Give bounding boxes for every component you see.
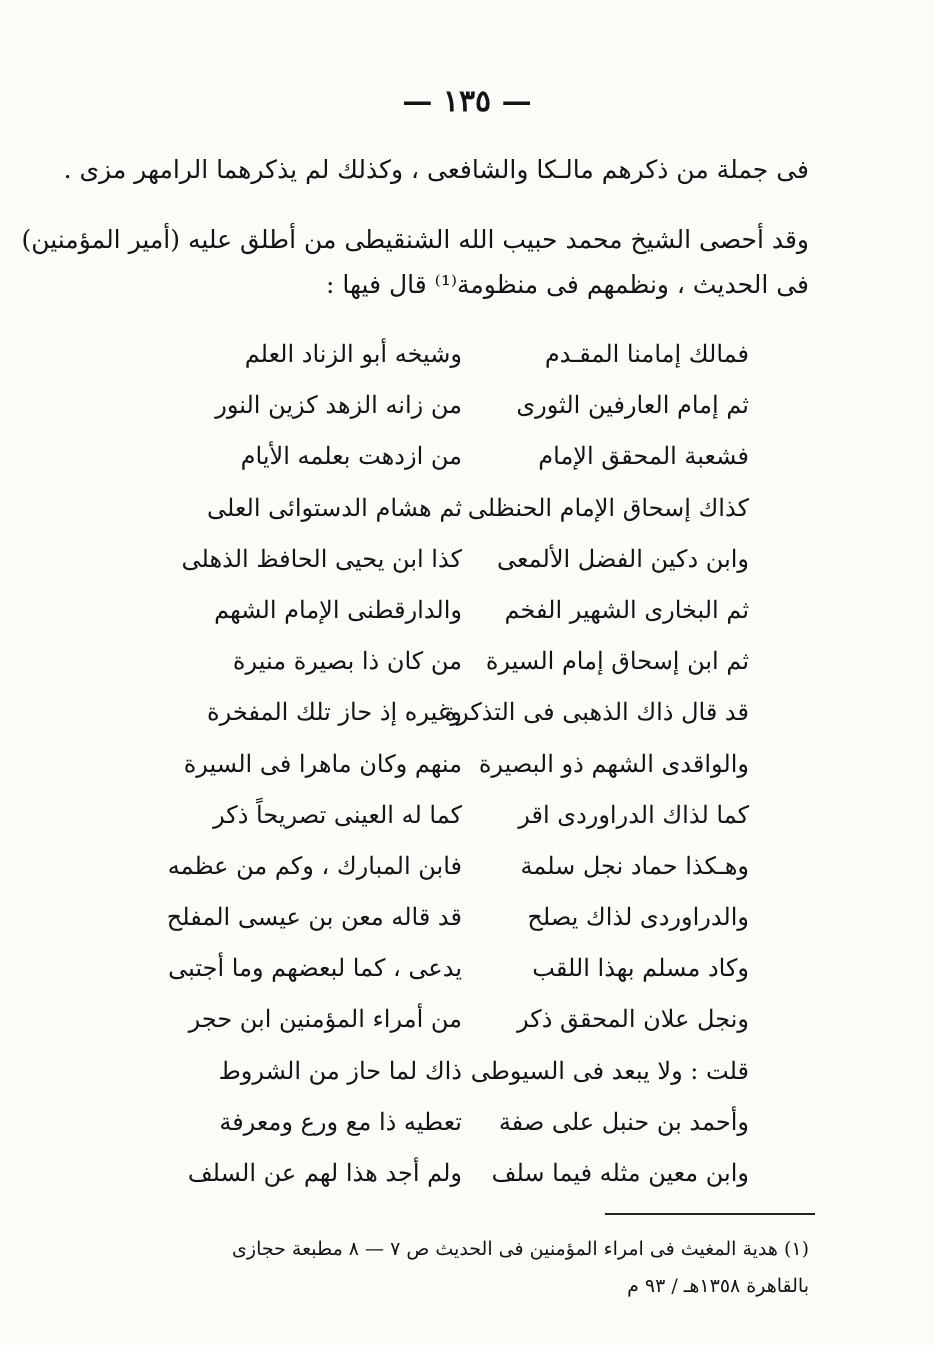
poem (0, 334, 934, 1204)
verse (0, 1051, 934, 1102)
verse (0, 539, 934, 590)
second-hemistich: من ازدهت بعلمه الأيام (240, 442, 462, 471)
verse (0, 334, 934, 385)
second-hemistich: قد قاله معن بن عيسى المفلح (166, 903, 462, 932)
second-hemistich: كذا ابن يحيى الحافظ الذهلى (181, 544, 462, 573)
second-hemistich: من أمراء المؤمنين ابن حجر (188, 1005, 462, 1034)
prose-line-3: فى الحديث ، ونظمهم فى منظومة⁽¹⁾ قال فيها : (326, 270, 809, 299)
first-hemistich: قلت : ولا يبعد فى السيوطى (470, 1056, 749, 1085)
second-hemistich: من زانه الزهد كزين النور (215, 391, 462, 420)
first-hemistich: وكاد مسلم بهذا اللقب (532, 954, 749, 983)
first-hemistich: وابن معين مثله فيما سلف (491, 1159, 749, 1187)
verse (0, 744, 934, 795)
first-hemistich: والدراوردى لذاك يصلح (527, 903, 749, 932)
first-hemistich: ونجل علان المحقق ذكر (517, 1005, 749, 1034)
verse (0, 385, 934, 436)
second-hemistich: تعطيه ذا مع ورع ومعرفة (219, 1107, 462, 1136)
first-hemistich: وهـكذا حماد نجل سلمة (520, 851, 749, 880)
first-hemistich: فشعبة المحقق الإمام (538, 442, 749, 471)
prose-line-2: وقد أحصى الشيخ محمد حبيب الله الشنقيطى من أطلق عليه (أمير المؤمنين) (21, 225, 809, 254)
second-hemistich: يدعى ، كما لبعضهم وما أجتبى (168, 954, 462, 983)
verse (0, 488, 934, 539)
first-hemistich: قد قال ذاك الذهبى فى التذكرة (444, 698, 749, 727)
page-number: — ١٣٥ — (402, 84, 532, 119)
first-hemistich: والواقدى الشهم ذو البصيرة (478, 749, 749, 778)
prose-line-1: فى جملة من ذكرهم مالـكا والشافعى ، وكذلك لم يذكرهما الرامهر مزى . (63, 155, 809, 184)
second-hemistich: ذاك لما حاز من الشروط (218, 1056, 462, 1085)
first-hemistich: كما لذاك الدراوردى اقر (518, 800, 749, 829)
footnote-divider (605, 1213, 815, 1215)
verse (0, 795, 934, 846)
verse (0, 1153, 934, 1204)
first-hemistich: كذاك إسحاق الإمام الحنظلى (467, 493, 749, 522)
verse (0, 590, 934, 641)
verse (0, 1102, 934, 1153)
first-hemistich: ثم البخارى الشهير الفخم (504, 595, 749, 624)
verse (0, 641, 934, 692)
second-hemistich: ولم أجد هذا لهم عن السلف (187, 1159, 462, 1187)
verse (0, 948, 934, 999)
first-hemistich: وأحمد بن حنبل على صفة (498, 1107, 749, 1136)
verse (0, 436, 934, 487)
second-hemistich: منهم وكان ماهرا فى السيرة (183, 749, 462, 778)
second-hemistich: فابن المبارك ، وكم من عظمه (167, 851, 462, 880)
verse (0, 846, 934, 897)
second-hemistich: كما له العينى تصريحاً ذكر (213, 800, 462, 829)
verse (0, 692, 934, 743)
first-hemistich: وابن دكين الفضل الألمعى (497, 544, 749, 573)
verse (0, 999, 934, 1050)
second-hemistich: ثم هشام الدستوائى العلى (207, 493, 462, 522)
footnote-line-2: بالقاهرة ١٣٥٨هـ / ٩٣ م (627, 1275, 809, 1297)
second-hemistich: وغيره إذ حاز تلك المفخرة (207, 698, 462, 727)
first-hemistich: ثم ابن إسحاق إمام السيرة (485, 647, 749, 676)
second-hemistich: وشيخه أبو الزناد العلم (244, 340, 462, 368)
first-hemistich: فمالك إمامنا المقـدم (544, 340, 749, 368)
second-hemistich: من كان ذا بصيرة منيرة (232, 647, 462, 676)
footnote-line-1: (١) هدية المغيث فى امراء المؤمنين فى الحديث ص ٧ — ٨ مطبعة حجازى (232, 1238, 809, 1260)
first-hemistich: ثم إمام العارفين الثورى (516, 391, 749, 420)
second-hemistich: والدارقطنى الإمام الشهم (214, 595, 462, 624)
verse (0, 897, 934, 948)
